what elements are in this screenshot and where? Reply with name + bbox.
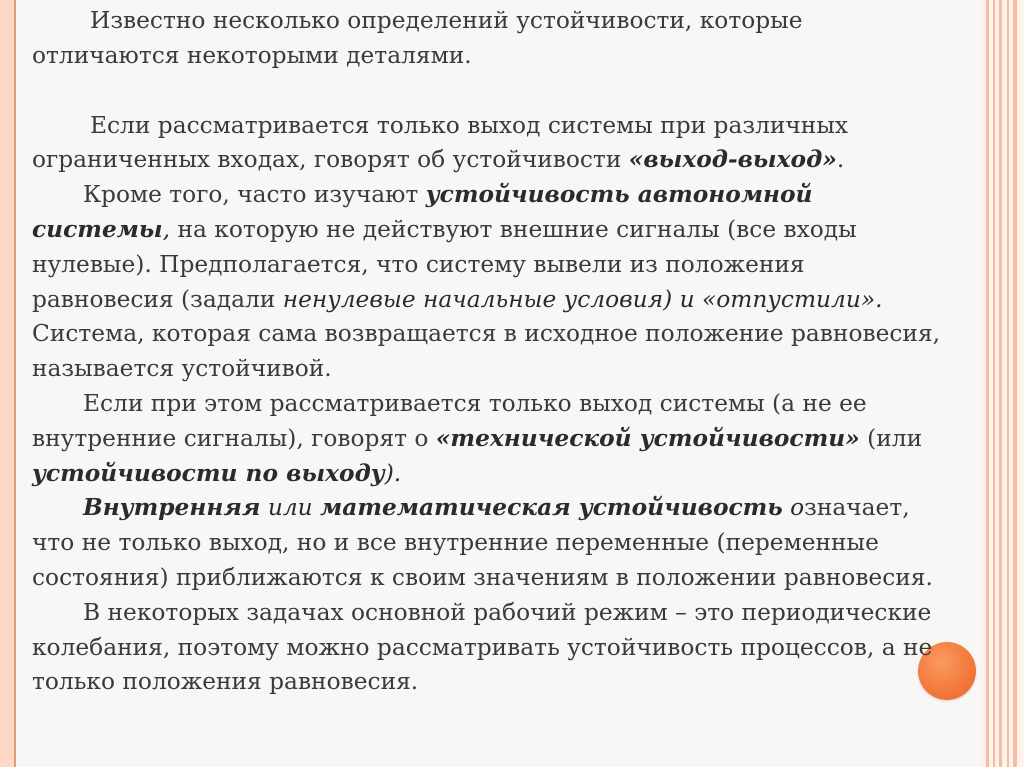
paragraph-technical: Если при этом рассматривается только выход системы (а не ее внутренние сигналы), говорят о «технической устойчивости» (или устойчивости по выходу). — [32, 389, 923, 487]
term-autonomous-stability: устойчивость автономной системы — [32, 181, 813, 243]
left-decor-bar — [0, 0, 14, 767]
term-mathematical-stability: математическая устойчивость — [320, 494, 783, 522]
term-internal: Внутренняя — [83, 494, 261, 522]
right-decor-stripes — [980, 0, 1024, 767]
slide-text — [32, 4, 942, 700]
term-technical-stability: «технической устойчивости» — [435, 424, 860, 452]
term-output-output: «выход-выход» — [628, 146, 837, 174]
paragraph-output-output: Если рассматривается только выход системы при различных ограниченных входах, говорят об устойчивости «выход-выход». — [32, 111, 849, 174]
paragraph-internal: Внутренняя или математическая устойчивость означает, что не только выход, но и все внутренние переменные (переменные состояния) приближаются к своим значениям в положении равновесия. — [32, 494, 933, 591]
paragraph-autonomous: Кроме того, часто изучают устойчивость автономной системы, на которую не действуют внешние сигналы (все входы нулевые). Предполагается, что систему вывели из положения равновесия (задали ненулевые начальные условия) и «отпустили». Система, которая сама возвращается в исходное положение равновесия, называется устойчивой. — [32, 181, 941, 383]
paragraph-intro: Известно несколько определений устойчивости, которые отличаются некоторыми деталями. — [32, 7, 803, 69]
term-nonzero-initial: ненулевые начальные условия) и «отпустили». — [282, 285, 883, 313]
paragraph-periodic: В некоторых задачах основной рабочий режим – это периодические колебания, поэтому можно рассматривать устойчивость процессов, а не только положения равновесия. — [32, 598, 933, 696]
term-output-stability: устойчивости по выходу — [32, 459, 385, 487]
